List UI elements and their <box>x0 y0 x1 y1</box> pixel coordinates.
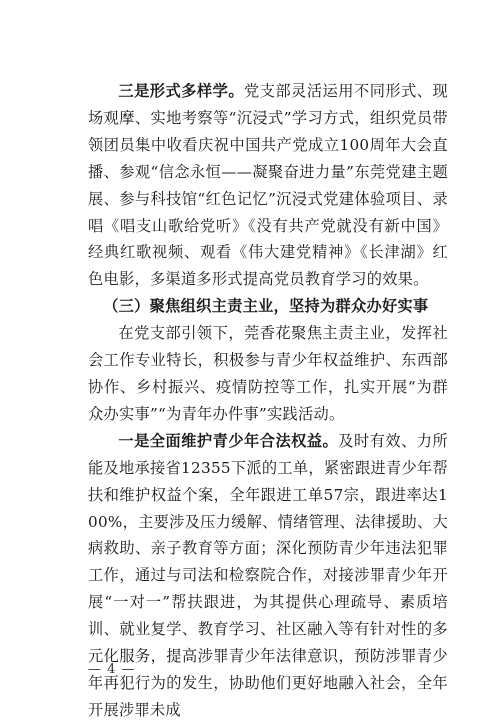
paragraph-forms-lead: 三是形式多样学。 <box>118 82 245 100</box>
paragraph-rights <box>88 428 448 724</box>
section-heading-three: （三）聚焦组织主责主业，坚持为群众办好实事 <box>103 297 429 316</box>
document-body <box>88 78 448 724</box>
page-number: — 4 — <box>88 662 136 677</box>
paragraph-rights-body: 及时有效、力所能及地承接省12355下派的工单，紧密跟进青少年帮扶和维护权益个案，全年跟进工单57宗，跟进率达100%，主要涉及压力缓解、情绪管理、法律援助、大病救助、亲子教育等方面；深化预防青少年违法犯罪工作，通过与司法和检察院合作，对接涉罪青少年开展“一对一”帮扶跟进，为其提供心理疏导、素质培训、就业复学、教育学习、社区融入等有针对性的多元化服务，提高涉罪青少年法律意识，预防涉罪青少年再犯行为的发生，协助他们更好地融入社会，全年开展涉罪未成 <box>88 431 449 719</box>
paragraph-forms-body: 党支部灵活运用不同形式、现场观摩、实地考察等“沉浸式”学习方式，组织党员带领团员集中收看庆祝中国共产党成立100周年大会直播、参观“信念永恒——凝聚奋进力量”东莞党建主题展、参与科技馆“红色记忆”沉浸式党建体验项目、录唱《唱支山歌给党听》《没有共产党就没有新中国》经典红歌视频、观看《伟大建党精神》《长津湖》红色电影，多渠道多形式提高党员教育学习的效果。 <box>88 82 448 289</box>
paragraph-intro: 在党支部引领下，莞香花聚焦主责主业，发挥社会工作专业特长，积极参与青少年权益维护、东西部协作、乡村振兴、疫情防控等工作，扎实开展“为群众办实事”“为青年办件事”实践活动。 <box>88 324 448 423</box>
paragraph-forms <box>88 78 448 293</box>
paragraph-rights-lead: 一是全面维护青少年合法权益。 <box>118 431 339 450</box>
